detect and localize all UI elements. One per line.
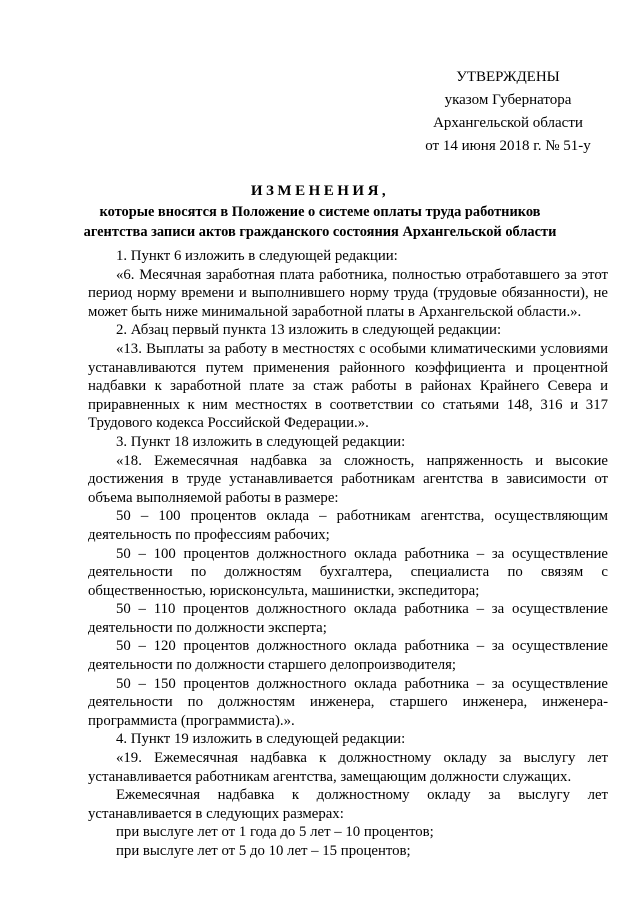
paragraph-item-3: 3. Пункт 18 изложить в следующей редакции: <box>116 433 406 450</box>
approval-status: УТВЕРЖДЕНЫ <box>456 69 560 85</box>
paragraph-rate-accountant: 50 – 100 процентов должностного оклада работника – за осуществление деятельности по должностям бухгалтера, специалиста по связям с общественностью, юрисконсульта, машинистки, экспедитора; <box>88 545 608 599</box>
paragraph-rate-expert: 50 – 110 процентов должностного оклада работника – за осуществление деятельности по должности эксперта; <box>88 601 608 636</box>
approval-authority: указом Губернатора <box>444 92 572 108</box>
paragraph-rate-engineer: 50 – 150 процентов должностного оклада работника – за осуществление деятельности по должностям инженера, старшего инженера, инженера-программиста (программиста).». <box>88 675 608 729</box>
paragraph-item-4: 4. Пункт 19 изложить в следующей редакции: <box>116 731 406 748</box>
paragraph-clause-6: «6. Месячная заработная плата работника, полностью отработавшего за этот период норму времени и выполнившего норму труда (трудовые обязанности), не может быть ниже минимальной заработной платы в Архангельской области.». <box>88 266 608 320</box>
paragraph-seniority-intro: Ежемесячная надбавка к должностному окладу за выслугу лет устанавливается в следующих размерах: <box>88 787 608 822</box>
approval-region: Архангельской области <box>433 115 583 131</box>
paragraph-rate-clerk: 50 – 120 процентов должностного оклада работника – за осуществление деятельности по должности старшего делопроизводителя; <box>88 638 608 674</box>
approval-block <box>408 66 608 158</box>
paragraph-clause-13: «13. Выплаты за работу в местностях с особыми климатическими условиями устанавливаются путем применения районного коэффициента и процентной надбавки к заработной плате за стаж работы в районах Крайнего Севера и приравненных к ним местностях в соответствии со статьями 148, 316 и 317 Трудового кодекса Российской Федерации.». <box>88 340 608 432</box>
document-body <box>88 247 608 861</box>
document-subtitle-line-2: агентства записи актов гражданского состояния Архангельской области <box>83 224 557 240</box>
document-title: ИЗМЕНЕНИЯ, <box>250 183 390 199</box>
paragraph-seniority-5-10: при выслуге лет от 5 до 10 лет – 15 процентов; <box>116 843 411 859</box>
paragraph-clause-18: «18. Ежемесячная надбавка за сложность, напряженность и высокие достижения в труде устанавливается работникам агентства в зависимости от объема выполняемой работы в размере: <box>88 452 608 506</box>
document-subtitle-line-1: которые вносятся в Положение о системе оплаты труда работников <box>99 204 541 220</box>
paragraph-item-1: 1. Пункт 6 изложить в следующей редакции: <box>116 248 398 264</box>
approval-date: от 14 июня 2018 г. № 51-у <box>425 138 591 154</box>
paragraph-rate-workers: 50 – 100 процентов оклада – работникам агентства, осуществляющим деятельность по профессиям рабочих; <box>88 508 608 543</box>
paragraph-seniority-1-5: при выслуге лет от 1 года до 5 лет – 10 процентов; <box>116 824 434 841</box>
paragraph-clause-19: «19. Ежемесячная надбавка к должностному окладу за выслугу лет устанавливается работникам агентства, замещающим должности служащих. <box>88 750 608 785</box>
paragraph-item-2: 2. Абзац первый пункта 13 изложить в следующей редакции: <box>116 322 502 339</box>
document-heading <box>80 180 560 242</box>
